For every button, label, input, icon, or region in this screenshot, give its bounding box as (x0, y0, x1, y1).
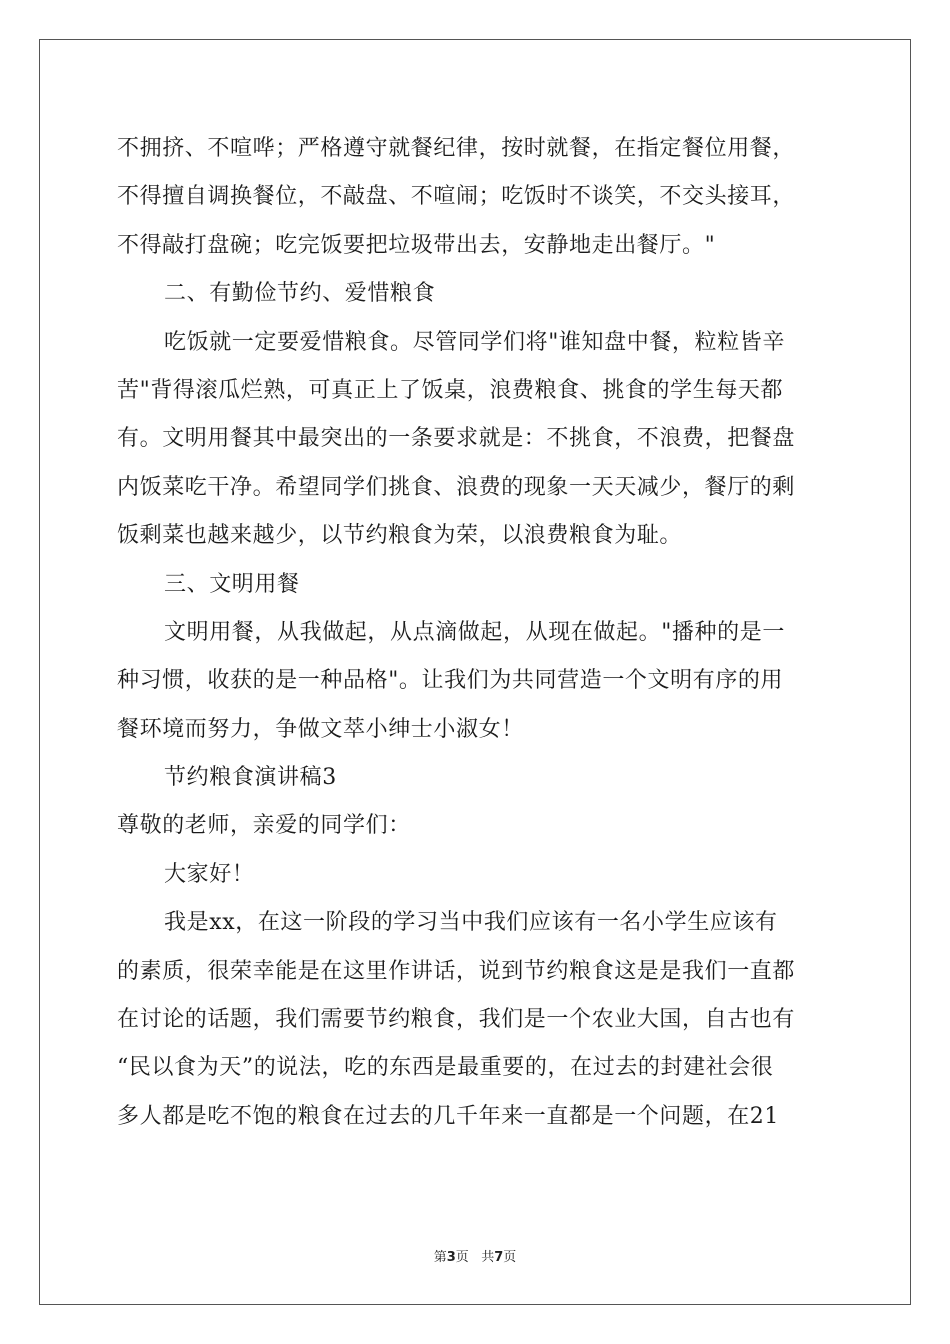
text-line: 餐环境而努力，争做文萃小绅士小淑女！ (117, 716, 524, 742)
footer-page-total: 7 (494, 1250, 504, 1265)
text-line: 饭剩菜也越来越少，以节约粮食为荣，以浪费粮食为耻。 (117, 523, 683, 549)
text-line: 不得敲打盘碗；吃完饭要把垃圾带出去，安静地走出餐厅。" (117, 232, 716, 258)
text-line: “民以食为天”的说法，吃的东西是最重要的，在过去的封建社会很 (117, 1055, 774, 1081)
text-line: 文明用餐，从我做起，从点滴做起，从现在做起。"播种的是一 (164, 619, 785, 645)
text-line: 多人都是吃不饱的粮食在过去的几千年来一直都是一个问题，在21 (117, 1103, 779, 1129)
text-line: 三、文明用餐 (164, 571, 300, 597)
text-line: 苦"背得滚瓜烂熟，可真正上了饭桌，浪费粮食、挑食的学生每天都 (117, 377, 784, 403)
footer-total-unit: 页 (503, 1250, 517, 1265)
text-line: 吃饭就一定要爱惜粮食。尽管同学们将"谁知盘中餐，粒粒皆辛 (164, 329, 785, 355)
page-footer (0, 1246, 950, 1265)
text-line: 大家好！ (164, 861, 255, 887)
text-line: 尊敬的老师，亲爱的同学们： (117, 813, 411, 839)
text-line: 的素质，很荣幸能是在这里作讲话，说到节约粮食这是是我们一直都 (117, 958, 796, 984)
footer-page-current: 3 (446, 1250, 456, 1265)
text-line: 种习惯，收获的是一种品格"。让我们为共同营造一个文明有序的用 (117, 668, 784, 694)
text-line: 在讨论的话题，我们需要节约粮食，我们是一个农业大国，自古也有 (117, 1007, 796, 1033)
text-line: 有。文明用餐其中最突出的一条要求就是：不挑食，不浪费，把餐盘 (117, 426, 796, 452)
footer-total-prefix: 共 (481, 1250, 495, 1265)
text-line: 节约粮食演讲稿3 (164, 765, 337, 791)
footer-page-unit: 页 (455, 1250, 469, 1265)
text-line: 内饭菜吃干净。希望同学们挑食、浪费的现象一天天减少，餐厅的剩 (117, 474, 796, 500)
footer-page-prefix: 第 (433, 1250, 447, 1265)
text-line: 不得擅自调换餐位，不敲盘、不喧闹；吃饭时不谈笑，不交头接耳， (117, 184, 796, 210)
text-line: 二、有勤俭节约、爱惜粮食 (164, 281, 436, 307)
document-body (117, 125, 837, 1141)
text-line: 不拥挤、不喧哗；严格遵守就餐纪律，按时就餐，在指定餐位用餐， (117, 136, 796, 161)
text-line: 我是xx，在这一阶段的学习当中我们应该有一名小学生应该有 (164, 910, 778, 936)
